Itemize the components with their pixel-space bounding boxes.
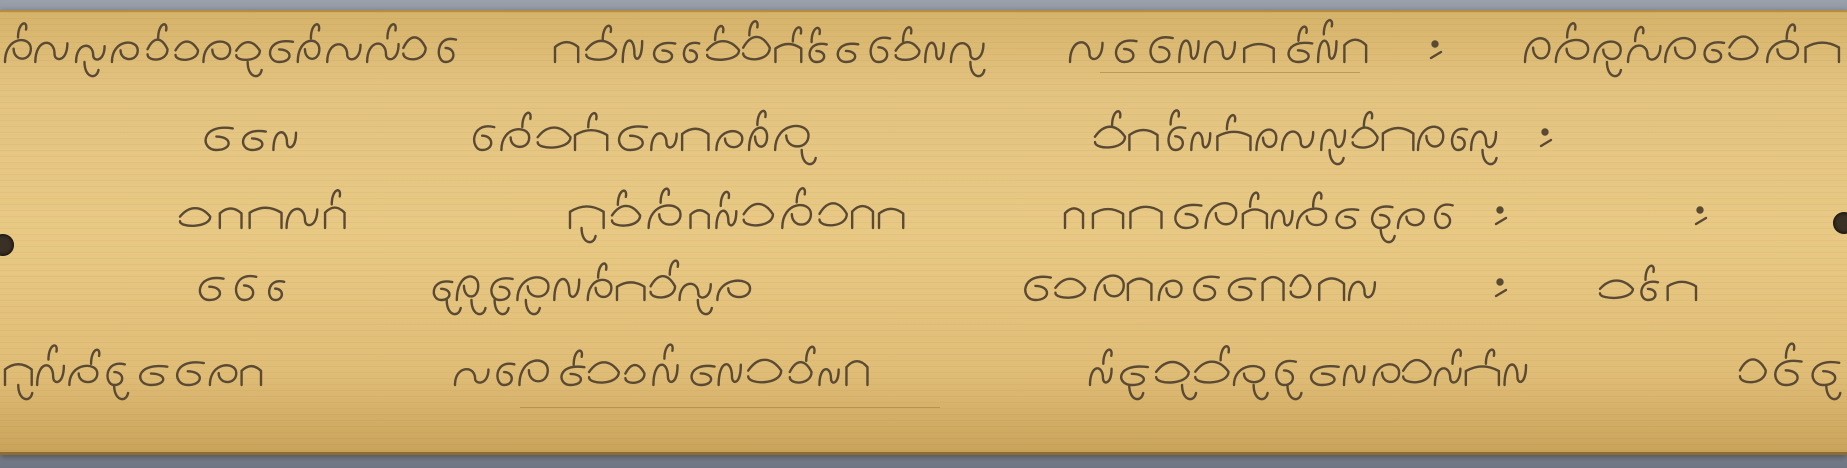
script-mark <box>749 21 757 35</box>
script-glyph <box>1435 368 1460 385</box>
script-glyph <box>273 132 296 150</box>
script-glyph <box>236 276 256 300</box>
script-glyph <box>35 43 67 62</box>
script-mark <box>1607 62 1621 76</box>
script-mark <box>603 26 611 40</box>
script-mark <box>715 26 723 40</box>
script-mark <box>1381 228 1395 242</box>
script-glyph <box>439 39 456 62</box>
script-mark <box>588 113 596 127</box>
script-glyph <box>455 369 488 385</box>
script-glyph <box>1289 43 1313 62</box>
script-mark <box>1330 150 1344 164</box>
script-mark <box>1453 350 1461 364</box>
script-glyph <box>1156 362 1189 383</box>
script-glyph <box>112 43 138 62</box>
script-mark <box>670 261 678 275</box>
script-glyph <box>367 44 398 62</box>
script-glyph <box>269 281 284 300</box>
punctuation-mark <box>1496 218 1506 224</box>
script-glyph <box>617 282 644 300</box>
script-glyph <box>236 42 260 60</box>
script-mark <box>903 27 911 41</box>
script-mark <box>387 24 395 38</box>
script-glyph <box>148 40 168 60</box>
script-glyph <box>220 208 242 228</box>
script-glyph <box>561 367 584 385</box>
script-glyph <box>790 362 812 382</box>
script-glyph <box>243 131 266 150</box>
script-glyph <box>717 281 750 300</box>
script-glyph <box>1234 366 1264 385</box>
script-mark <box>1787 25 1795 39</box>
script-glyph <box>538 128 571 148</box>
script-glyph <box>680 284 711 300</box>
script-glyph <box>287 209 318 228</box>
script-mark <box>574 351 582 365</box>
script-glyph <box>1729 37 1757 60</box>
script-glyph <box>612 206 640 226</box>
script-mark <box>447 300 461 314</box>
script-mark <box>311 24 319 38</box>
script-mark <box>664 345 672 359</box>
script-glyph <box>250 208 282 228</box>
script-glyph <box>925 43 943 62</box>
script-mark <box>1786 344 1794 358</box>
script-glyph <box>1055 279 1085 298</box>
script-glyph <box>1256 130 1276 150</box>
script-mark <box>582 228 596 242</box>
script-glyph <box>1195 362 1228 383</box>
punctuation-mark <box>1696 218 1706 224</box>
script-glyph <box>1641 282 1658 300</box>
script-glyph <box>1130 207 1161 228</box>
script-mark <box>806 347 814 361</box>
script-glyph <box>1206 203 1237 228</box>
script-mark <box>332 190 340 204</box>
script-glyph <box>1272 211 1293 228</box>
script-glyph <box>1403 360 1430 382</box>
script-glyph <box>871 38 890 62</box>
script-glyph <box>749 128 767 150</box>
script-glyph <box>1374 364 1399 385</box>
script-glyph <box>1318 41 1336 62</box>
script-glyph <box>327 44 360 62</box>
script-glyph <box>1353 128 1378 148</box>
script-glyph <box>1767 41 1798 62</box>
script-glyph <box>210 365 236 385</box>
script-glyph <box>474 126 494 150</box>
script-glyph <box>625 365 644 383</box>
script-glyph <box>76 46 105 62</box>
script-glyph <box>1229 278 1255 300</box>
script-glyph <box>775 44 801 62</box>
script-glyph <box>1452 129 1467 150</box>
script-glyph <box>1191 133 1210 150</box>
script-glyph <box>554 279 579 300</box>
script-glyph <box>1319 278 1344 300</box>
script-glyph <box>177 362 204 385</box>
script-glyph <box>896 42 920 60</box>
script-glyph <box>1344 40 1366 62</box>
script-mark <box>1129 385 1143 399</box>
script-mark <box>1486 350 1494 364</box>
script-glyph <box>1556 40 1588 62</box>
script-mark <box>721 192 729 206</box>
script-glyph <box>1282 132 1313 150</box>
script-mark <box>158 24 166 38</box>
script-glyph <box>491 278 512 300</box>
script-glyph <box>719 364 741 385</box>
script-glyph <box>619 126 647 150</box>
punctuation-mark <box>1698 208 1703 213</box>
script-mark <box>1171 110 1179 124</box>
script-mark <box>757 111 765 125</box>
script-mark <box>1567 23 1575 37</box>
script-glyph <box>690 210 708 228</box>
script-glyph <box>692 366 715 385</box>
script-mark <box>248 62 262 76</box>
script-mark <box>114 385 128 399</box>
script-glyph <box>5 40 31 62</box>
script-mark <box>1182 385 1196 399</box>
script-glyph <box>1466 366 1499 385</box>
script-mark <box>698 300 712 314</box>
script-glyph <box>501 129 529 150</box>
script-glyph <box>1435 205 1452 228</box>
script-mark <box>797 188 805 202</box>
script-glyph <box>1775 361 1801 385</box>
punctuation-mark <box>1433 42 1438 47</box>
script-glyph <box>180 208 210 226</box>
script-mark <box>802 150 816 164</box>
script-mark <box>1298 27 1306 41</box>
script-mark <box>1324 20 1332 34</box>
script-glyph <box>1471 132 1496 150</box>
script-glyph <box>200 278 224 300</box>
script-mark <box>661 189 669 203</box>
script-mark <box>1103 350 1111 364</box>
script-glyph <box>1090 368 1112 385</box>
script-mark <box>1254 385 1268 399</box>
script-glyph <box>651 276 675 297</box>
script-glyph <box>838 44 858 62</box>
script-mark <box>812 28 820 42</box>
script-glyph <box>1244 44 1274 62</box>
script-mark <box>1364 112 1372 126</box>
script-glyph <box>744 204 773 225</box>
script-glyph <box>1169 127 1186 150</box>
script-glyph <box>37 365 64 385</box>
script-glyph <box>1665 38 1695 62</box>
script-glyph <box>1128 279 1152 300</box>
script-glyph <box>782 205 811 228</box>
script-glyph <box>1129 130 1157 150</box>
script-glyph <box>69 366 97 385</box>
punctuation-mark <box>1498 208 1503 213</box>
script-glyph <box>748 360 781 382</box>
script-glyph <box>586 41 616 60</box>
script-glyph <box>203 42 230 62</box>
script-glyph <box>1151 37 1173 62</box>
script-glyph <box>852 206 873 228</box>
script-glyph <box>654 43 675 62</box>
script-glyph <box>206 128 233 150</box>
script-glyph <box>775 126 808 150</box>
punctuation-mark <box>1543 130 1548 135</box>
script-glyph <box>555 42 578 62</box>
script-glyph <box>651 133 676 150</box>
script-glyph <box>1025 277 1051 300</box>
script-glyph <box>588 280 612 300</box>
script-glyph <box>140 366 167 385</box>
script-glyph <box>497 364 514 385</box>
script-mark <box>793 27 801 41</box>
script-glyph <box>951 43 983 62</box>
script-glyph <box>1806 43 1839 62</box>
script-mark <box>471 300 485 314</box>
script-mark <box>1482 150 1496 164</box>
script-glyph <box>1418 127 1443 150</box>
script-glyph <box>1205 42 1235 62</box>
script-glyph <box>434 281 452 300</box>
punctuation-mark <box>1431 52 1441 58</box>
script-glyph <box>879 209 903 228</box>
script-glyph <box>1263 277 1284 300</box>
script-glyph <box>1095 276 1124 300</box>
script-glyph <box>1595 42 1621 62</box>
script-glyph <box>623 41 642 62</box>
script-glyph <box>242 366 261 385</box>
script-mark <box>1221 346 1229 360</box>
script-mark <box>522 113 530 127</box>
script-glyph <box>517 277 548 300</box>
script-glyph <box>1070 42 1103 62</box>
punctuation-mark <box>1498 280 1503 285</box>
script-glyph <box>1668 282 1696 300</box>
script-glyph <box>716 211 736 228</box>
script-glyph <box>1628 46 1660 62</box>
script-glyph <box>1297 209 1326 228</box>
script-glyph <box>819 369 838 385</box>
script-mark <box>1645 266 1653 280</box>
script-glyph <box>649 205 681 228</box>
script-glyph <box>1600 281 1633 298</box>
script-glyph <box>682 129 708 150</box>
script-glyph <box>716 131 742 150</box>
script-mark <box>526 300 540 314</box>
script-glyph <box>1372 207 1392 228</box>
script-mark <box>18 385 32 399</box>
script-mark <box>91 350 99 364</box>
script-glyph <box>519 361 547 385</box>
script-mark <box>598 264 606 278</box>
script-glyph <box>743 37 770 59</box>
script-glyph <box>1505 365 1526 385</box>
script-mark <box>1112 111 1120 125</box>
script-glyph <box>5 364 32 385</box>
script-glyph <box>298 41 320 62</box>
script-glyph <box>1344 366 1364 385</box>
script-glyph <box>270 41 293 62</box>
script-glyph <box>1349 282 1375 300</box>
script-glyph <box>1337 209 1359 228</box>
script-glyph <box>684 43 699 62</box>
script-glyph <box>810 44 827 62</box>
script-mark <box>84 62 98 76</box>
script-glyph <box>1383 128 1413 150</box>
script-glyph <box>1705 42 1724 62</box>
script-glyph <box>1276 361 1296 385</box>
script-glyph <box>1398 209 1424 228</box>
script-mark <box>495 300 509 314</box>
script-mark <box>1250 193 1258 207</box>
script-glyph <box>1217 132 1250 150</box>
script-glyph <box>1159 281 1182 300</box>
script-mark <box>1635 27 1643 41</box>
script-mark <box>18 23 26 37</box>
script-glyph <box>1179 41 1198 62</box>
script-mark <box>618 191 626 205</box>
script-glyph <box>1095 127 1125 148</box>
script-glyph <box>570 206 604 228</box>
script-glyph <box>403 37 425 59</box>
script-glyph <box>846 361 867 385</box>
script-glyph <box>707 41 739 60</box>
script-glyph <box>1116 41 1136 62</box>
script-glyph <box>1175 205 1201 228</box>
script-glyph <box>108 364 125 385</box>
script-mark <box>48 345 56 359</box>
script-glyph <box>653 365 677 385</box>
script-glyph <box>1525 38 1549 62</box>
script-mark <box>1826 385 1840 399</box>
script-glyph <box>575 130 607 150</box>
script-glyph <box>1194 277 1218 300</box>
script-glyph <box>1321 130 1345 150</box>
script-glyph <box>1813 362 1840 385</box>
script-mark <box>1313 192 1321 206</box>
punctuation-mark <box>1541 140 1551 146</box>
script-glyph <box>1093 209 1123 228</box>
script-mark <box>1287 385 1301 399</box>
script-glyph <box>589 362 619 382</box>
script-glyph <box>1291 275 1311 297</box>
punctuation-mark <box>1496 290 1506 296</box>
script-glyph <box>176 42 198 60</box>
script-glyph <box>819 203 846 225</box>
script-glyph <box>325 208 344 228</box>
script-glyph <box>1311 366 1339 385</box>
script-glyph <box>1121 367 1148 385</box>
script-mark <box>1227 115 1235 129</box>
script-mark <box>970 62 984 76</box>
script-glyph <box>1740 359 1766 382</box>
script-glyph <box>457 276 478 300</box>
script-glyph <box>1243 209 1267 228</box>
script-glyph <box>1065 208 1083 228</box>
